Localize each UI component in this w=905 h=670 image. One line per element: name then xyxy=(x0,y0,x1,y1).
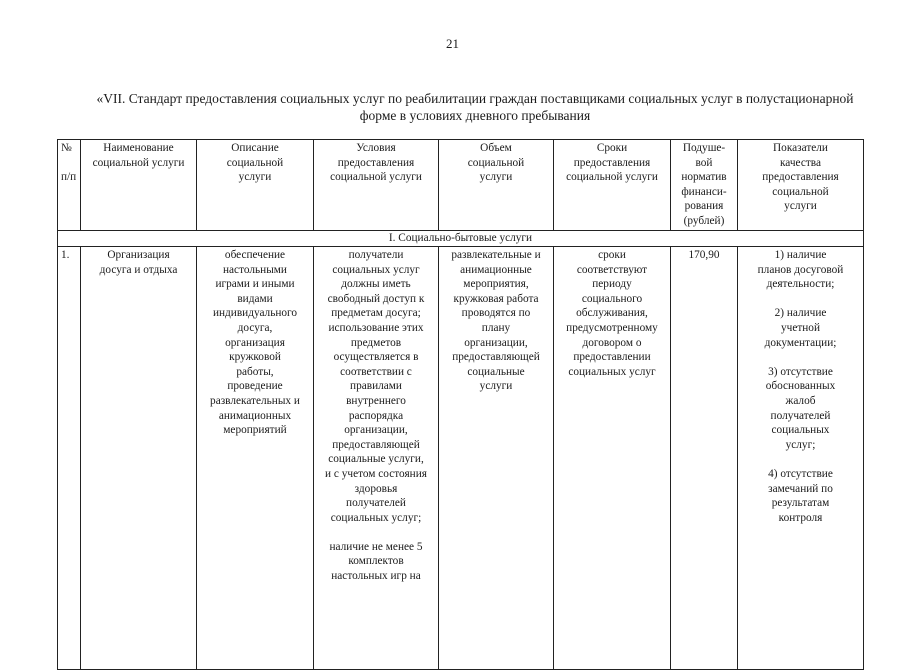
header-volume: Объем социальной услуги xyxy=(439,140,554,231)
social-services-table xyxy=(57,139,864,670)
header-number: № п/п xyxy=(58,140,81,231)
row-volume: развлекательные и анимационные мероприятия, кружковая работа проводятся по плану организации, предоставляющей социальные услуги xyxy=(439,247,554,670)
row-conditions: получатели социальных услуг должны иметь свободный доступ к предметам досуга; использование этих предметов осуществляется в соответствии с правилами внутреннего распорядка организации, предоставляющей социальные услуги, и с учетом состояния здоровья получателей социальных услуг; наличие не менее 5 комплектов настольных игр на xyxy=(314,247,439,670)
header-description: Описание социальной услуги xyxy=(197,140,314,231)
header-terms: Сроки предоставления социальной услуги xyxy=(554,140,671,231)
section-title: I. Социально-бытовые услуги xyxy=(58,231,864,247)
table-row xyxy=(58,247,864,670)
row-funding: 170,90 xyxy=(671,247,738,670)
row-description: обеспечение настольными играми и иными видами индивидуального досуга, организация кружковой работы, проведение развлекательных и анимационных мероприятий xyxy=(197,247,314,670)
section-row xyxy=(58,231,864,247)
document-heading: «VII. Стандарт предоставления социальных услуг по реабилитации граждан поставщиками социальных услуг в полустационарной форме в условиях дневного пребывания xyxy=(96,91,854,123)
row-terms: сроки соответствуют периоду социального обслуживания, предусмотренному договором о предоставлении социальных услуг xyxy=(554,247,671,670)
header-funding: Подуше- вой норматив финанси- рования (рублей) xyxy=(671,140,738,231)
page-number: 21 xyxy=(446,36,459,51)
row-quality: 1) наличие планов досуговой деятельности; 2) наличие учетной документации; 3) отсутствие обоснованных жалоб получателей социальных услуг; 4) отсутствие замечаний по результатам контроля xyxy=(738,247,864,670)
header-conditions: Условия предоставления социальной услуги xyxy=(314,140,439,231)
row-service-name: Организация досуга и отдыха xyxy=(81,247,197,670)
header-quality: Показатели качества предоставления социальной услуги xyxy=(738,140,864,231)
header-service-name: Наименование социальной услуги xyxy=(81,140,197,231)
table-header-row xyxy=(58,140,864,231)
row-number: 1. xyxy=(58,247,81,670)
